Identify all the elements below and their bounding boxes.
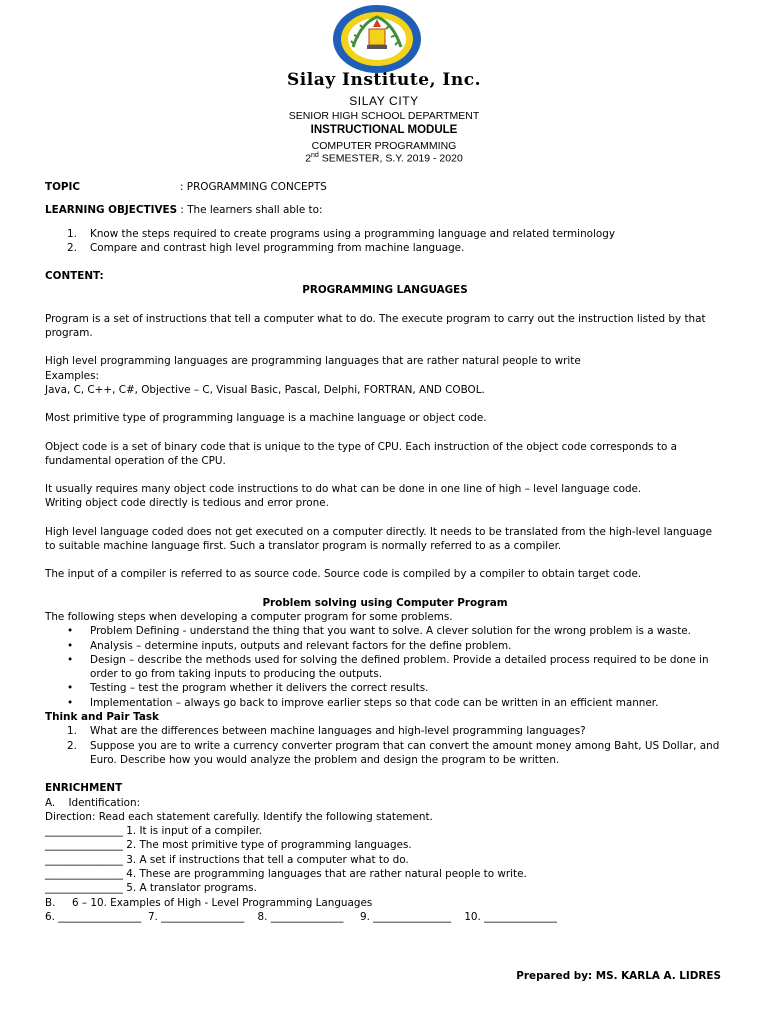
paragraph-high-level: High level programming languages are programming languages that are rather natural people to write (45, 355, 581, 368)
objective-item (45, 241, 725, 255)
school-name: Silay Institute, Inc. (287, 70, 481, 90)
examples-heading: B. 6 – 10. Examples of High - Level Programming Languages (45, 896, 373, 909)
step-text: Testing – test the program whether it delivers the correct results. (90, 682, 429, 695)
enrichment-label: ENRICHMENT (45, 782, 123, 795)
school-city: SILAY CITY (349, 94, 419, 108)
bullet-icon: • (67, 653, 74, 666)
school-seal-logo (331, 3, 423, 75)
objective-number: 2. (67, 241, 77, 254)
problem-solving-intro: The following steps when developing a computer program for some problems. (45, 610, 453, 623)
paragraph-source-code: The input of a compiler is referred to as source code. Source code is compiled by a compiler to obtain target code. (45, 568, 642, 581)
identification-heading: A. Identification: (45, 796, 141, 809)
content-label: CONTENT: (45, 270, 104, 283)
pair-text: Suppose you are to write a currency converter program that can convert the amount money among Baht, US Dollar, and Euro. Describe how you would analyze the problem and design the program to be written. (90, 739, 720, 766)
objectives-label: LEARNING OBJECTIVES (45, 204, 178, 217)
pair-text: What are the differences between machine languages and high-level programming languages? (90, 725, 586, 738)
paragraph-machine-language: Most primitive type of programming language is a machine language or object code. (45, 412, 487, 425)
examples-list: Java, C, C++, C#, Objective – C, Visual Basic, Pascal, Delphi, FORTRAN, AND COBOL. (45, 383, 485, 396)
identification-item: _______________ 5. A translator programs. (45, 882, 257, 895)
semester-number: 2 (305, 152, 312, 165)
semester-line (0, 152, 768, 165)
identification-item: _______________ 2. The most primitive type of programming languages. (45, 839, 412, 852)
subject-name: COMPUTER PROGRAMMING (311, 140, 457, 152)
step-item (45, 624, 725, 638)
pair-item (45, 739, 725, 768)
think-pair-list (45, 724, 725, 767)
objectives-intro: : The learners shall able to: (177, 204, 323, 217)
step-item (45, 653, 725, 682)
think-pair-title: Think and Pair Task (45, 711, 159, 724)
section-title: PROGRAMMING LANGUAGES (302, 284, 468, 297)
examples-label: Examples: (45, 369, 99, 382)
bullet-icon: • (67, 625, 74, 638)
paragraph-compiler: High level language coded does not get executed on a computer directly. It needs to be translated from the high-level language to suitable machine language first. Such a translator program is normally referred to as a compiler. (45, 525, 712, 553)
identification-item: _______________ 3. A set if instructions that tell a computer what to do. (45, 853, 409, 866)
answer-blanks-row: 6. ________________ 7. ________________ 8. ______________ 9. _______________ 10. ______________ (45, 910, 557, 923)
problem-steps-list (45, 624, 725, 710)
paragraph-object-instructions: It usually requires many object code instructions to do what can be done in one line of high – level language code. (45, 483, 642, 496)
semester-text: SEMESTER, S.Y. 2019 - 2020 (318, 152, 463, 165)
semester-suffix: nd (311, 152, 319, 159)
pair-item (45, 724, 725, 738)
topic-line (45, 180, 725, 194)
identification-direction: Direction: Read each statement carefully. Identify the following statement. (45, 810, 433, 823)
module-title: INSTRUCTIONAL MODULE (310, 124, 458, 136)
problem-solving-title: Problem solving using Computer Program (262, 596, 508, 609)
objective-number: 1. (67, 227, 77, 240)
objectives-list (45, 227, 725, 256)
identification-item: _______________ 4. These are programming languages that are rather natural people to write. (45, 867, 527, 880)
step-text: Problem Defining - understand the thing that you want to solve. A clever solution for the wrong problem is a waste. (90, 625, 691, 638)
step-item (45, 639, 725, 653)
objective-text: Know the steps required to create programs using a programming language and related terminology (90, 227, 615, 240)
step-item (45, 681, 725, 695)
step-item (45, 696, 725, 710)
step-text: Analysis – determine inputs, outputs and relevant factors for the define problem. (90, 639, 512, 652)
step-text: Implementation – always go back to improve earlier steps so that code can be written in an efficient manner. (90, 696, 659, 709)
objectives-heading (45, 203, 725, 217)
prepared-by: Prepared by: MS. KARLA A. LIDRES (516, 970, 721, 982)
bullet-icon: • (67, 682, 74, 695)
objective-text: Compare and contrast high level programming from machine language. (90, 241, 465, 254)
pair-number: 2. (67, 739, 77, 752)
step-text: Design – describe the methods used for solving the defined problem. Provide a detailed process required to be done in order to go from taking inputs to producing the outputs. (90, 653, 709, 681)
bullet-icon: • (67, 696, 74, 709)
paragraph-tedious: Writing object code directly is tedious and error prone. (45, 497, 329, 510)
identification-item: _______________ 1. It is input of a compiler. (45, 825, 263, 838)
paragraph-program: Program is a set of instructions that tell a computer what to do. The execute program to carry out the instruction listed by that program. (45, 312, 706, 340)
paragraph-object-code: Object code is a set of binary code that is unique to the type of CPU. Each instruction of the object code corresponds to a fundamental operation of the CPU. (45, 440, 677, 467)
pair-number: 1. (67, 725, 77, 738)
topic-label: TOPIC (45, 181, 81, 193)
objective-item (45, 227, 725, 241)
bullet-icon: • (67, 639, 74, 652)
module-body (45, 180, 725, 924)
topic-value: : PROGRAMMING CONCEPTS (180, 181, 327, 193)
department-name: SENIOR HIGH SCHOOL DEPARTMENT (288, 110, 480, 122)
